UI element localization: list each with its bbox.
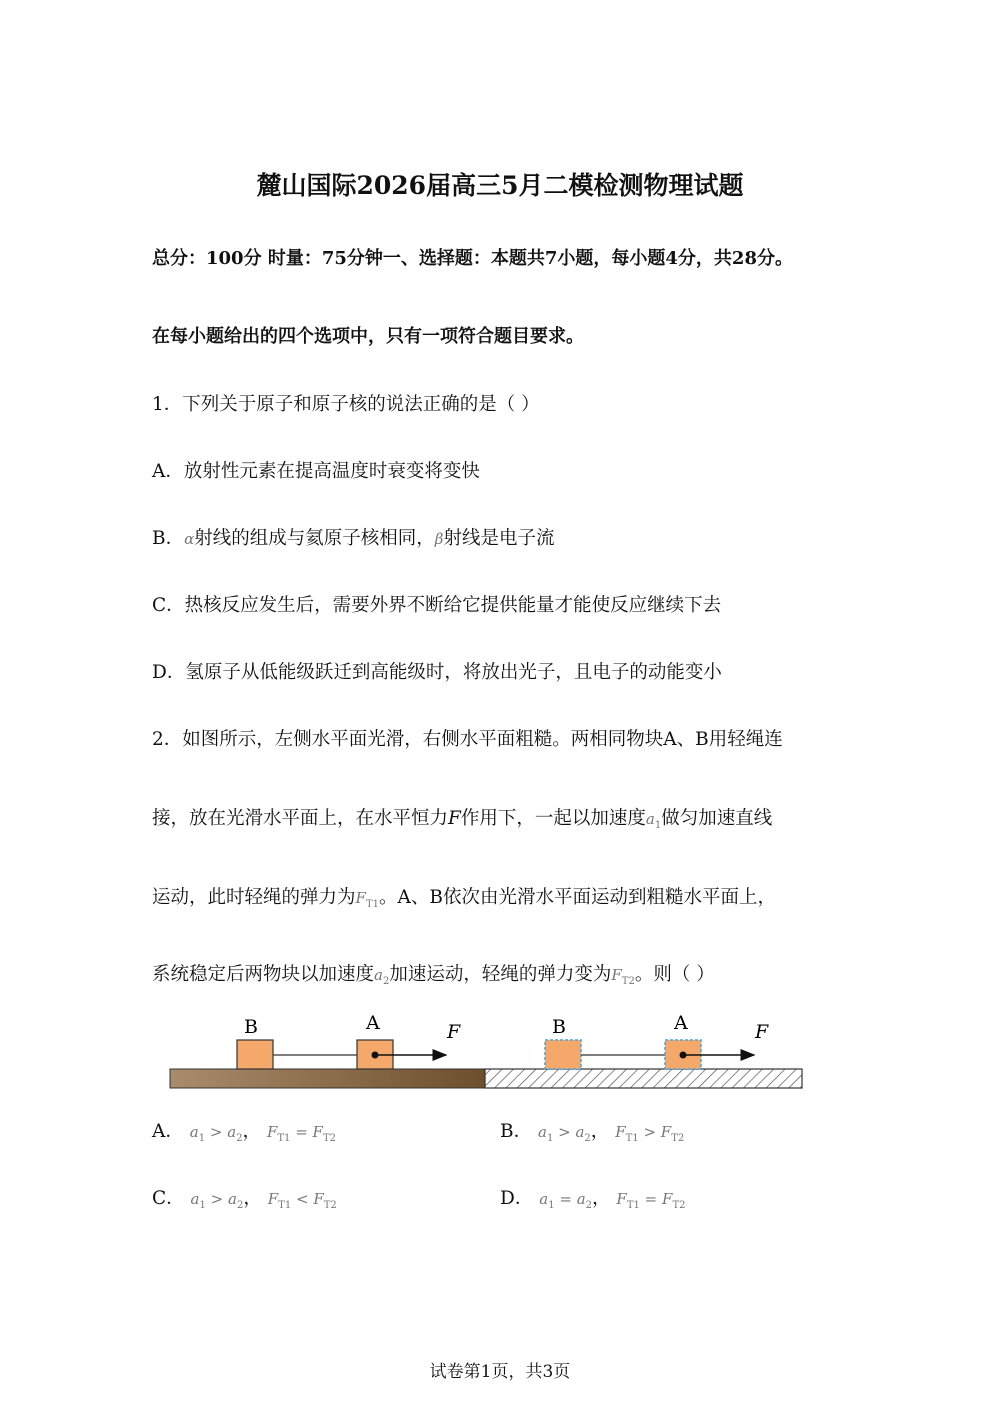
section-instruction: 在每小题给出的四个选项中，只有一项符合题目要求。 — [152, 326, 584, 347]
page-title: 麓山国际2026届高三5月二模检测物理试题 — [256, 171, 744, 200]
q2-option-d-relation2: $F_{T1} = F_{T2}$ — [616, 1190, 686, 1211]
q2-stem-line4 — [152, 960, 715, 987]
q1-option-d: D．氢原子从低能级跃迁到高能级时，将放出光子，且电子的动能变小 — [152, 662, 722, 683]
ft2-symbol: $F_{T2}$ — [611, 966, 635, 987]
force-f-symbol: F — [448, 808, 461, 829]
q2-option-d-label: D． — [500, 1188, 534, 1209]
a1-symbol: $a_1$ — [645, 810, 662, 831]
q2-option-c-relation1: $a_1 > a_2$ — [190, 1190, 244, 1211]
q2-option-d: D． $a_1 = a_2$， $F_{T1} = F_{T2}$ — [500, 1188, 686, 1211]
q2-option-b-label: B． — [500, 1121, 533, 1142]
ft1-symbol: $F_{T1}$ — [355, 889, 379, 910]
q2-option-a-relation1: $a_1 > a_2$ — [189, 1123, 243, 1144]
q2-line2-text-b: 作用下，一起以加速度 — [460, 808, 646, 829]
q1-stem: 1．下列关于原子和原子核的说法正确的是（ ） — [152, 394, 540, 415]
q2-option-a-label: A． — [152, 1121, 184, 1142]
block-b-right — [545, 1040, 581, 1069]
q2-line3-text-a: 运动，此时轻绳的弹力为 — [152, 887, 356, 908]
q1-option-b — [152, 524, 554, 550]
q2-stem-line3 — [152, 883, 776, 910]
q1-option-b-label: B． — [152, 528, 185, 549]
q2-option-b-relation2: $F_{T1} > F_{T2}$ — [615, 1123, 685, 1144]
q2-option-b: B． $a_1 > a_2$， $F_{T1} > F_{T2}$ — [500, 1121, 685, 1144]
q2-option-d-relation1: $a_1 = a_2$ — [539, 1190, 593, 1211]
q1-option-a: A．放射性元素在提高温度时衰变将变快 — [152, 461, 480, 482]
q1-option-b-suffix: 射线是电子流 — [443, 528, 555, 549]
q2-line4-text-b: 加速运动，轻绳的弹力变为 — [389, 964, 612, 985]
a2-symbol: $a_2$ — [374, 966, 390, 987]
q2-line4-text-c: 。则（ ） — [634, 964, 715, 985]
q1-option-b-mid: 射线的组成与氦原子核相同， — [194, 528, 435, 549]
q2-option-a-relation2: $F_{T1} = F_{T2}$ — [266, 1123, 337, 1144]
q2-stem-line1: 2．如图所示，左侧水平面光滑，右侧水平面粗糙。两相同物块A、B用轻绳连 — [152, 729, 783, 750]
label-b-right: B — [552, 1016, 566, 1038]
q2-option-c-label: C． — [152, 1188, 185, 1209]
q2-option-c: C． $a_1 > a_2$， $F_{T1} < F_{T2}$ — [152, 1188, 337, 1211]
label-f-left: F — [447, 1021, 461, 1043]
exam-header-line: 总分：100分 时量：75分钟一、选择题：本题共7小题，每小题4分，共28分。 — [152, 248, 793, 269]
q2-option-c-relation2: $F_{T1} < F_{T2}$ — [267, 1190, 337, 1211]
block-b-left — [237, 1040, 273, 1069]
q2-line2-text-a: 接，放在光滑水平面上，在水平恒力 — [152, 808, 449, 829]
q2-option-a: A． $a_1 > a_2$， $F_{T1} = F_{T2}$ — [152, 1121, 337, 1144]
q2-line4-text-a: 系统稳定后两物块以加速度 — [152, 964, 375, 985]
q2-figure — [0, 1005, 1000, 1100]
q2-stem-line2 — [152, 804, 772, 831]
rough-surface — [485, 1069, 802, 1088]
q2-line2-text-c: 做匀加速直线 — [661, 808, 773, 829]
label-f-right: F — [755, 1021, 769, 1043]
q2-line3-text-b: 。A、B依次由光滑水平面运动到粗糙水平面上， — [378, 887, 776, 908]
label-a-left: A — [366, 1012, 380, 1034]
page-footer: 试卷第1页，共3页 — [429, 1362, 571, 1382]
q2-option-b-relation1: $a_1 > a_2$ — [538, 1123, 591, 1144]
q1-option-c: C．热核反应发生后，需要外界不断给它提供能量才能使反应继续下去 — [152, 595, 722, 616]
beta-symbol: β — [434, 530, 444, 548]
label-a-right: A — [674, 1012, 688, 1034]
alpha-symbol: α — [184, 530, 195, 548]
label-b-left: B — [244, 1016, 258, 1038]
smooth-surface — [170, 1069, 485, 1088]
